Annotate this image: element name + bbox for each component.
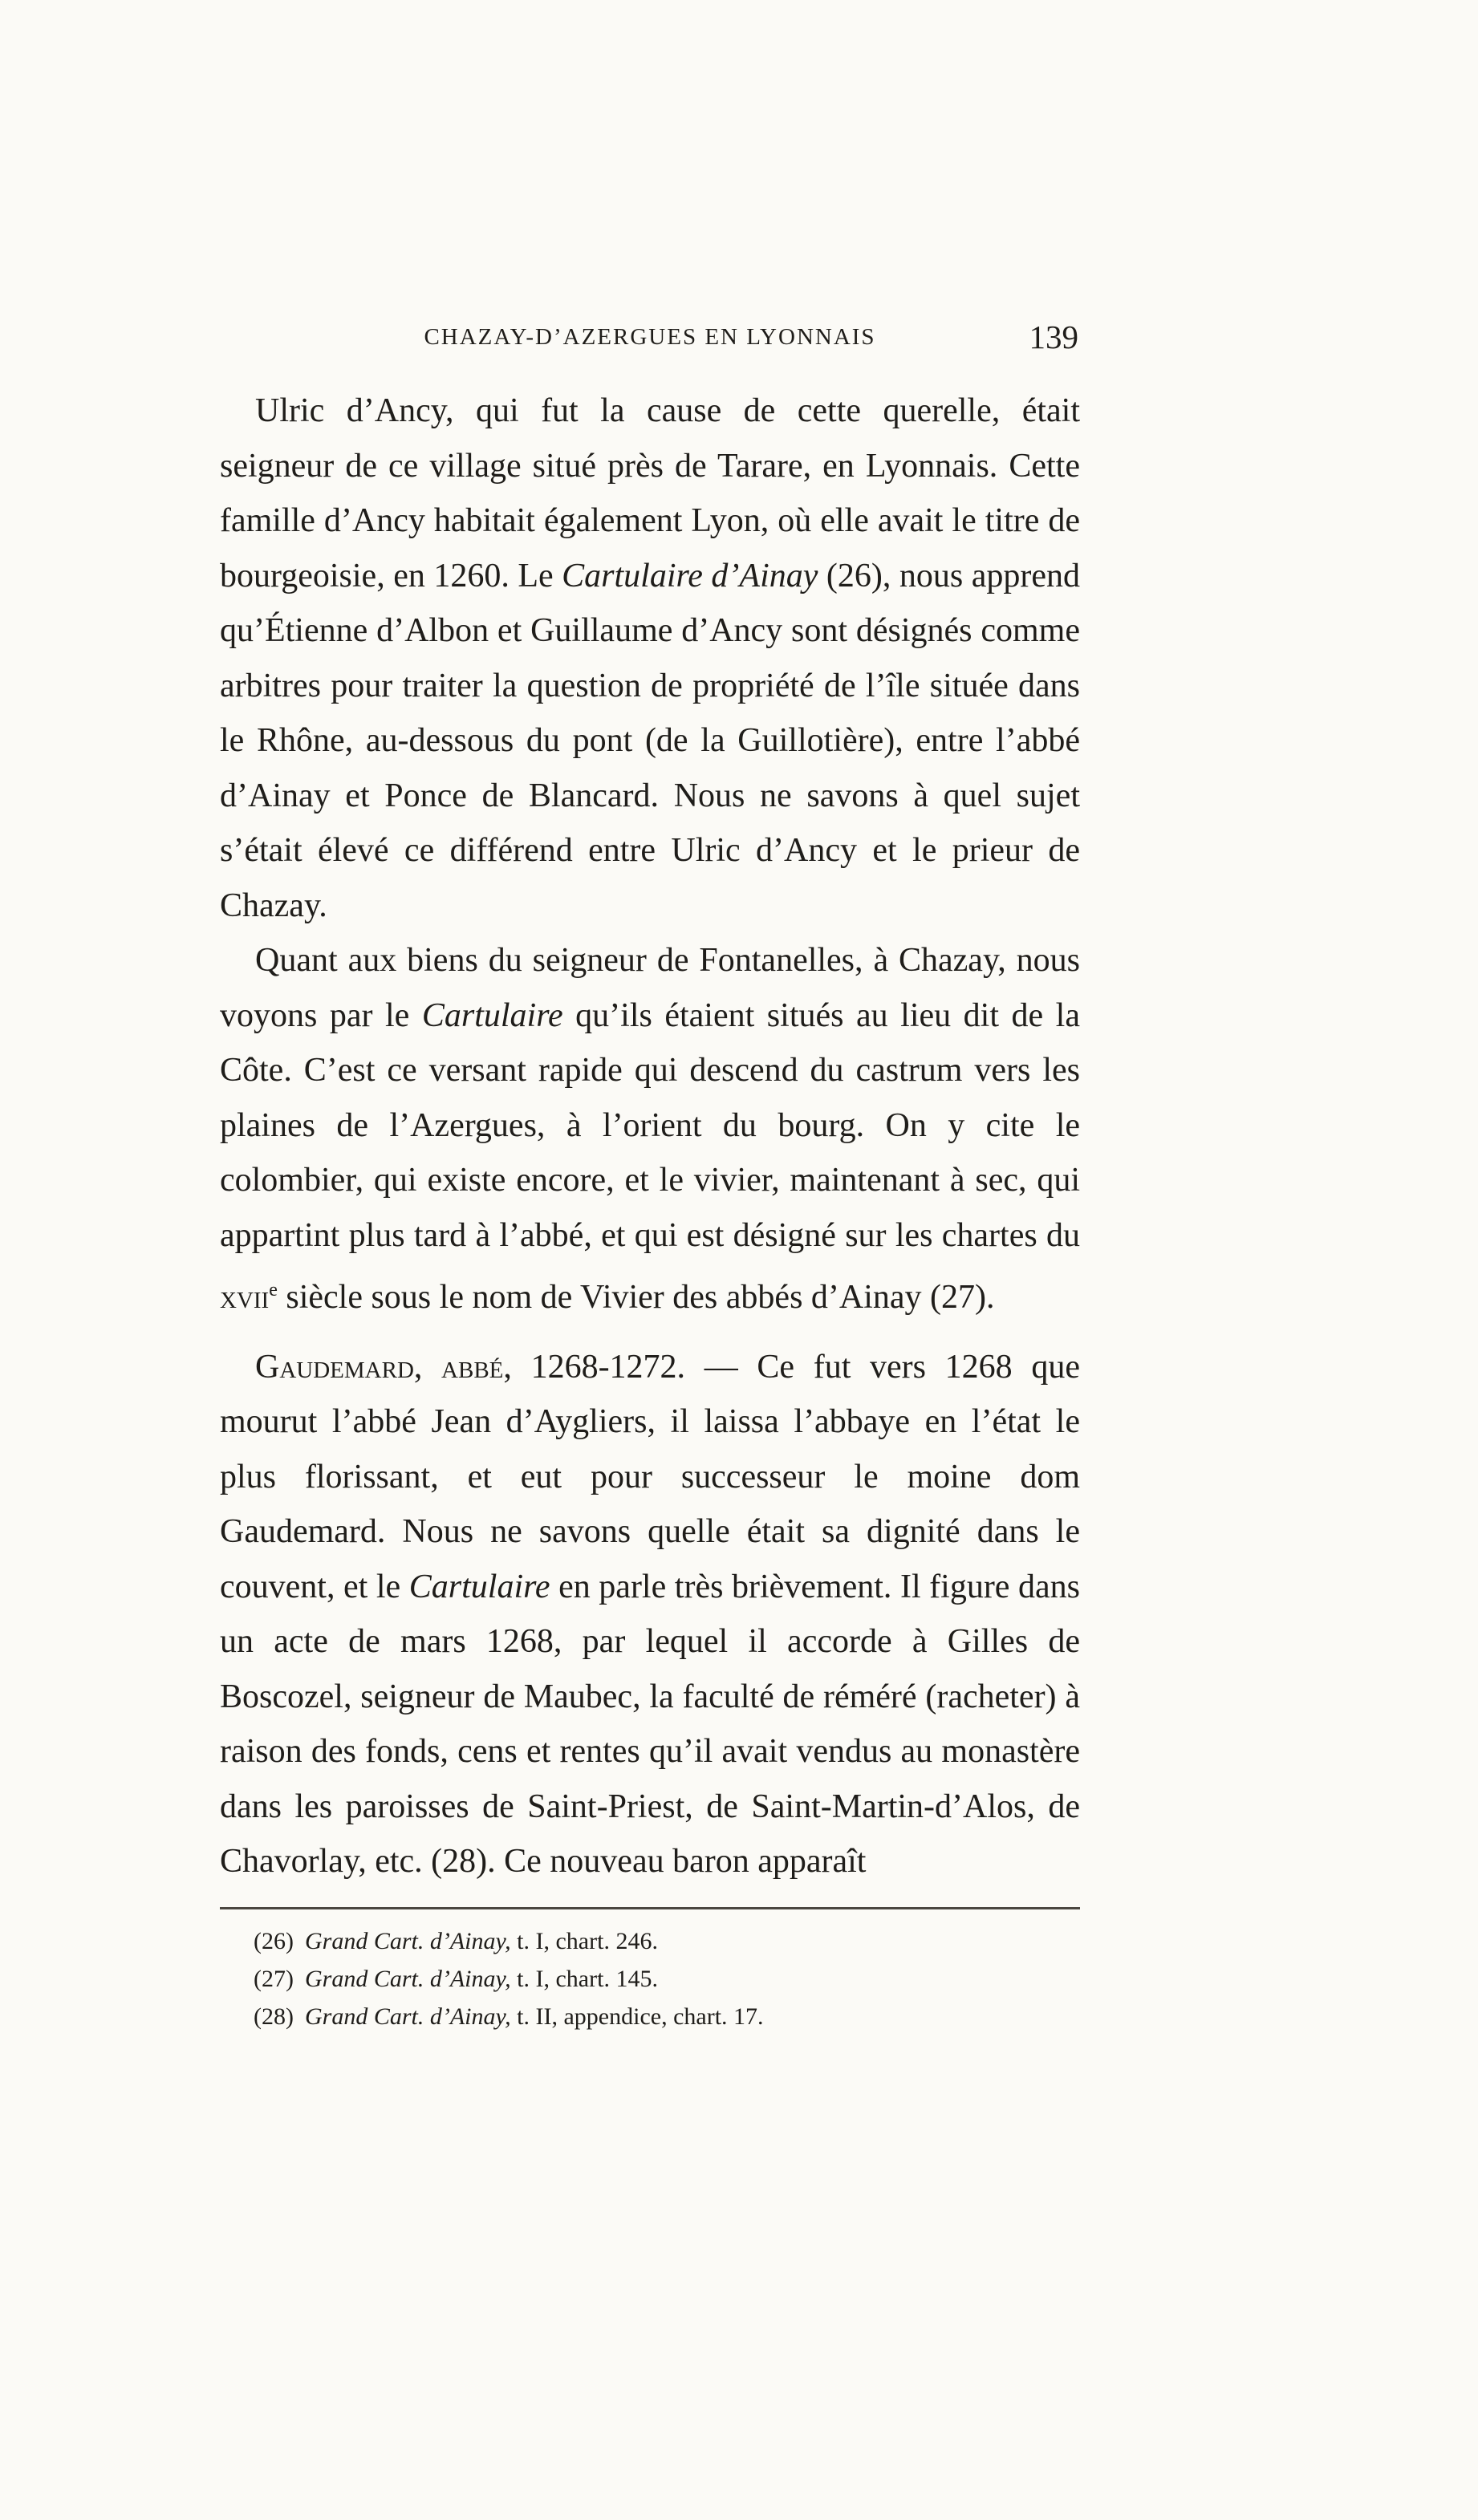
section-paragraph: [220, 1340, 1080, 1889]
paragraph-text: Ulric d’Ancy, qui fut la cause de cette querelle, était seigneur de ce village situé près de Tarare, en Lyonnais. Cette famille d’Ancy habitait également Lyon, où elle avait le titre de bourgeoisie, en 1260. Le: [220, 392, 1080, 594]
footnote-reference: t. I, chart. 246.: [510, 1927, 658, 1954]
book-page: [220, 318, 1080, 2035]
footnote-source: Grand Cart. d’Ainay,: [304, 1965, 511, 1992]
paragraph-text: en parle très brièvement. Il figure dans un acte de mars 1268, par lequel il accorde à Gilles de Boscozel, seigneur de Maubec, la faculté de réméré (racheter) à raison des fonds, cens et rentes qu’il avait vendus au monastère dans les paroisses de Saint-Priest, de Saint-Martin-d’Alos, de Chavorlay, etc. (28). Ce nouveau baron apparaît: [220, 1568, 1080, 1880]
footnote: [254, 1922, 1080, 1960]
page-number: 139: [1029, 319, 1078, 355]
paragraph-text: (26), nous apprend qu’Étienne d’Albon et Guillaume d’Ancy sont désignés comme arbitres pour traiter la question de propriété de l’île située dans le Rhône, au-dessous du pont (de la Guillotière), entre l’abbé d’Ainay et Ponce de Blancard. Nous ne savons à quel sujet s’était élevé ce différend entre Ulric d’Ancy et le prieur de Chazay.: [220, 557, 1080, 924]
footnote-number: (28): [254, 2003, 294, 2030]
footnote-number: (26): [254, 1927, 294, 1954]
footnote-number: (27): [254, 1965, 294, 1992]
italic-title: Cartulaire: [421, 996, 563, 1034]
paragraph-text: Quant aux biens du seigneur de Fontanelles, à Chazay, nous voyons par le: [220, 942, 1080, 1034]
century-numeral: xvii: [220, 1279, 270, 1316]
italic-title: Cartulaire: [408, 1568, 550, 1605]
paragraph-text: qu’ils étaient situés au lieu dit de la Côte. C’est ce versant rapide qui descend du castrum vers les plaines de l’Azergues, à l’orient du bourg. On y cite le colombier, qui existe encore, et le vivier, maintenant à sec, qui appartint plus tard à l’abbé, et qui est désigné sur les chartes du: [220, 996, 1080, 1254]
footnote: [254, 1960, 1080, 1998]
paragraph-text: 1268-1272. — Ce fut vers 1268 que mourut l’abbé Jean d’Aygliers, il laissa l’abbaye en l’état le plus florissant, et eut pour successeur le moine dom Gaudemard. Nous ne savons quelle était sa dignité dans le couvent, et le: [220, 1348, 1080, 1605]
footnote: [254, 1998, 1080, 2035]
section-heading: Gaudemard, abbé,: [255, 1348, 512, 1386]
footnote-divider: [220, 1907, 1080, 1909]
footnote-reference: t. I, chart. 145.: [510, 1965, 658, 1992]
running-header: [220, 318, 1080, 366]
paragraph: [220, 933, 1080, 1325]
running-title: CHAZAY-D’AZERGUES EN LYONNAIS: [424, 324, 876, 350]
footnote-reference: t. II, appendice, chart. 17.: [510, 2003, 764, 2030]
century-superscript: e: [269, 1280, 278, 1301]
paragraph-text: siècle sous le nom de Vivier des abbés d’Ainay (27).: [277, 1279, 995, 1316]
footnote-source: Grand Cart. d’Ainay,: [304, 1927, 511, 1954]
paragraph: [220, 383, 1080, 933]
italic-title: Cartulaire d’Ainay: [562, 557, 818, 594]
footnote-source: Grand Cart. d’Ainay,: [304, 2003, 511, 2030]
body-text: [220, 383, 1080, 1889]
footnotes: [220, 1922, 1080, 2035]
